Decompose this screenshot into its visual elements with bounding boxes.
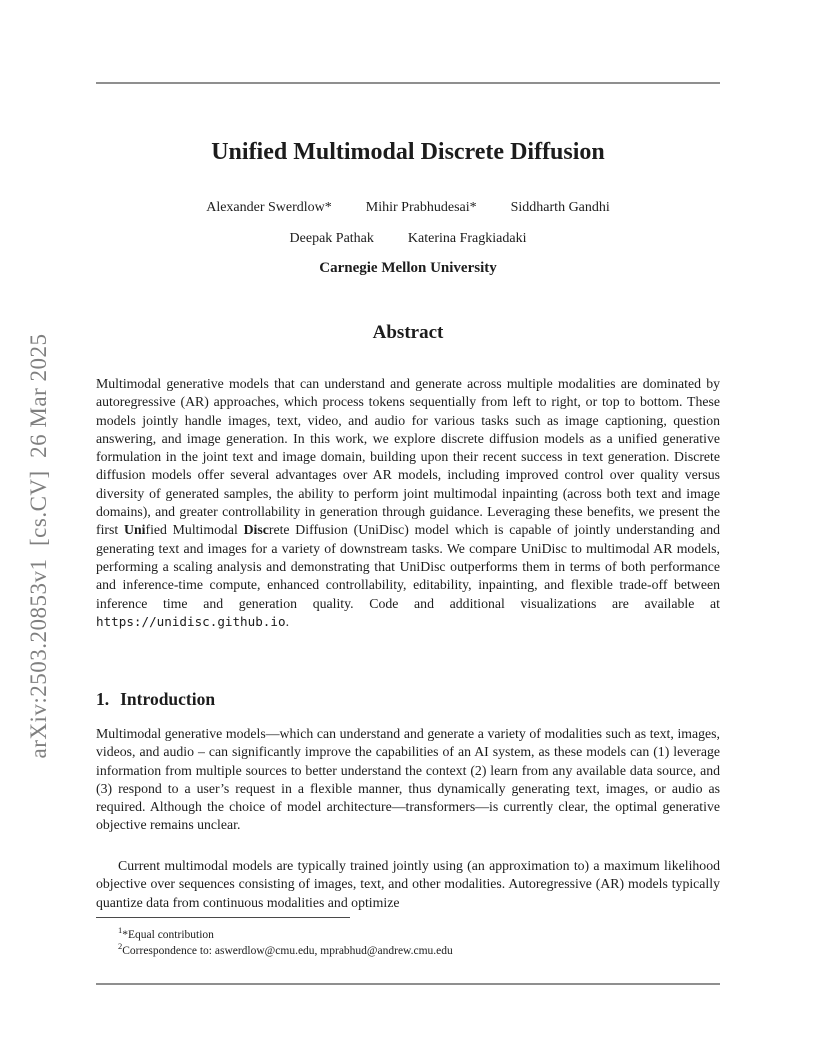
arxiv-stamp: arXiv:2503.20853v1 [cs.CV] 26 Mar 2025 [26,333,51,759]
abstract-segment: Multimodal generative models that can understand and generate across multiple modalities are dominated by autoregressive (AR) approaches, which process tokens sequentially from left to right, or top to bottom. These models jointly handle images, text, video, and audio for various tasks such as image captioning, question answering, and image generation. In this work, we explore discrete diffusion models as a unified generative formulation in the joint text and image domain, building upon their recent success in text generation. Discrete diffusion models offer several advantages over AR models, including improved control over quality versus diversity of generated samples, the ability to perform joint multimodal inpainting (across both text and image domains), and greater controllability in generation through guidance. Leveraging these benefits, we present the first [96,376,720,538]
abstract-bold-uni: Uni [123,522,146,538]
section-number: 1. [96,689,110,709]
author-name: Deepak Pathak [289,231,374,246]
footnote-marker: 2 [118,941,123,951]
abstract-text [96,375,720,631]
abstract-segment: rete Diffusion (UniDisc) model which is capable of jointly understanding and generating text and images for a variety of downstream tasks. We compare UniDisc to multimodal AR models, performing a scaling analysis and demonstrating that UniDisc outperforms them in terms of both performance and inference-time compute, enhanced controllability, editability, inpainting, and flexible trade-off between inference time and generation quality. Code and additional visualizations are available at [96,522,720,611]
intro-paragraph-1: Multimodal generative models—which can understand and generate a variety of modalities such as text, images, videos, and audio – can significantly improve the capabilities of an AI system, as these models can (1) leverage information from multiple sources to better understand the context (2) learn from any available data source, and (3) respond to a user’s request in a flexible manner, thus dynamically generating text, images, or audio as required. Although the choice of model architecture—transformers—is currently clear, the optimal generative objective remains unclear. [96,726,720,833]
footnote-rule [96,917,350,918]
paper-title: Unified Multimodal Discrete Diffusion [211,139,605,165]
author-list-row1 [96,200,720,216]
author-name: Siddharth Gandhi [510,200,610,215]
abstract-segment: fied Multimodal [145,522,244,538]
author-name: Mihir Prabhudesai* [365,200,477,215]
footnote-marker: 1 [118,925,123,935]
abstract-segment: . [285,613,290,629]
header-rule [96,82,720,84]
affiliation: Carnegie Mellon University [319,260,497,276]
author-name: Alexander Swerdlow* [206,200,332,215]
section-title: Introduction [120,689,216,709]
section-heading-introduction [96,689,720,710]
author-name: Katerina Fragkiadaki [407,231,527,246]
intro-paragraph-2: Current multimodal models are typically trained jointly using (an approximation to) a maximum likelihood objective over sequences consisting of images, text, and other modalities. Autoregressive (AR) models typically quantize data from continuous modalities and optimize [96,858,720,910]
footnote-text: Correspondence to: aswerdlow@cmu.edu, mprabhud@andrew.cmu.edu [122,944,453,957]
abstract-bold-disc: Disc [243,522,269,538]
footnote-correspondence [96,938,720,959]
author-list-row2 [96,231,720,247]
footer-rule [96,983,720,985]
project-url-link[interactable]: https://unidisc.github.io [96,613,286,629]
footnote-text: *Equal contribution [122,928,214,941]
abstract-heading: Abstract [372,322,444,343]
